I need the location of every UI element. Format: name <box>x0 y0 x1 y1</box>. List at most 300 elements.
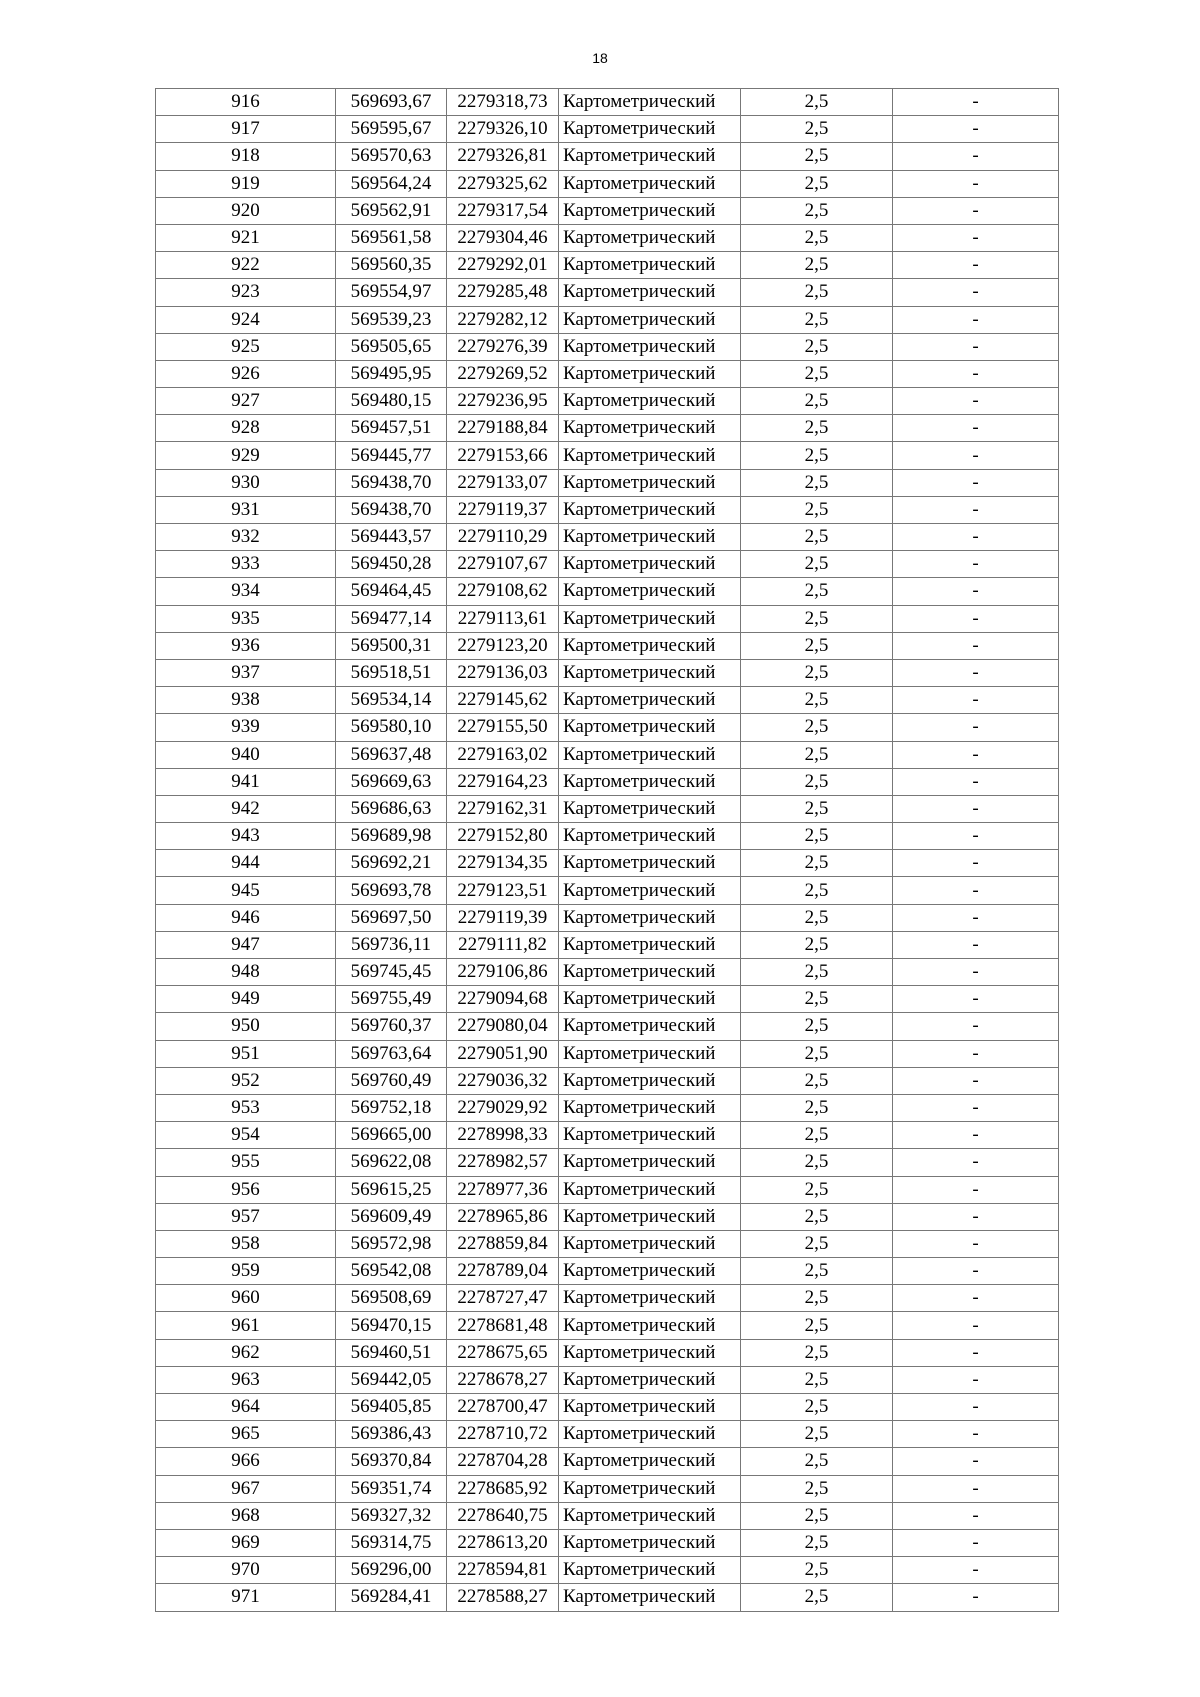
method-cell: Картометрический <box>559 1448 741 1475</box>
table-row <box>156 1285 1059 1312</box>
precision-cell: 2,5 <box>741 904 893 931</box>
method-cell: Картометрический <box>559 524 741 551</box>
precision-cell: 2,5 <box>741 1149 893 1176</box>
point-number-cell: 923 <box>156 279 336 306</box>
method-cell: Картометрический <box>559 714 741 741</box>
method-cell: Картометрический <box>559 333 741 360</box>
table-row <box>156 1312 1059 1339</box>
description-cell: - <box>893 224 1059 251</box>
precision-cell: 2,5 <box>741 1258 893 1285</box>
y-coordinate-cell: 2278700,47 <box>447 1394 559 1421</box>
method-cell: Картометрический <box>559 496 741 523</box>
method-cell: Картометрический <box>559 306 741 333</box>
method-cell: Картометрический <box>559 1584 741 1611</box>
page-number: 18 <box>592 50 608 66</box>
precision-cell: 2,5 <box>741 1421 893 1448</box>
description-cell: - <box>893 768 1059 795</box>
method-cell: Картометрический <box>559 1176 741 1203</box>
description-cell: - <box>893 1013 1059 1040</box>
x-coordinate-cell: 569450,28 <box>336 551 447 578</box>
x-coordinate-cell: 569755,49 <box>336 986 447 1013</box>
method-cell: Картометрический <box>559 170 741 197</box>
table-row <box>156 496 1059 523</box>
precision-cell: 2,5 <box>741 877 893 904</box>
precision-cell: 2,5 <box>741 768 893 795</box>
method-cell: Картометрический <box>559 1339 741 1366</box>
precision-cell: 2,5 <box>741 959 893 986</box>
point-number-cell: 951 <box>156 1040 336 1067</box>
x-coordinate-cell: 569564,24 <box>336 170 447 197</box>
method-cell: Картометрический <box>559 904 741 931</box>
point-number-cell: 960 <box>156 1285 336 1312</box>
table-row <box>156 469 1059 496</box>
y-coordinate-cell: 2279269,52 <box>447 360 559 387</box>
description-cell: - <box>893 360 1059 387</box>
precision-cell: 2,5 <box>741 632 893 659</box>
x-coordinate-cell: 569637,48 <box>336 741 447 768</box>
precision-cell: 2,5 <box>741 1040 893 1067</box>
y-coordinate-cell: 2278588,27 <box>447 1584 559 1611</box>
description-cell: - <box>893 89 1059 116</box>
precision-cell: 2,5 <box>741 306 893 333</box>
table-row <box>156 170 1059 197</box>
method-cell: Картометрический <box>559 442 741 469</box>
precision-cell: 2,5 <box>741 496 893 523</box>
description-cell: - <box>893 605 1059 632</box>
description-cell: - <box>893 469 1059 496</box>
point-number-cell: 926 <box>156 360 336 387</box>
table-row <box>156 333 1059 360</box>
y-coordinate-cell: 2279318,73 <box>447 89 559 116</box>
method-cell: Картометрический <box>559 768 741 795</box>
description-cell: - <box>893 496 1059 523</box>
coordinates-table <box>155 88 1059 1612</box>
point-number-cell: 956 <box>156 1176 336 1203</box>
y-coordinate-cell: 2278998,33 <box>447 1122 559 1149</box>
y-coordinate-cell: 2278977,36 <box>447 1176 559 1203</box>
precision-cell: 2,5 <box>741 170 893 197</box>
x-coordinate-cell: 569580,10 <box>336 714 447 741</box>
method-cell: Картометрический <box>559 1285 741 1312</box>
x-coordinate-cell: 569686,63 <box>336 795 447 822</box>
x-coordinate-cell: 569609,49 <box>336 1203 447 1230</box>
table-row <box>156 89 1059 116</box>
description-cell: - <box>893 306 1059 333</box>
x-coordinate-cell: 569480,15 <box>336 388 447 415</box>
point-number-cell: 955 <box>156 1149 336 1176</box>
point-number-cell: 966 <box>156 1448 336 1475</box>
description-cell: - <box>893 904 1059 931</box>
y-coordinate-cell: 2279133,07 <box>447 469 559 496</box>
precision-cell: 2,5 <box>741 986 893 1013</box>
description-cell: - <box>893 1176 1059 1203</box>
precision-cell: 2,5 <box>741 850 893 877</box>
y-coordinate-cell: 2279145,62 <box>447 687 559 714</box>
x-coordinate-cell: 569760,37 <box>336 1013 447 1040</box>
y-coordinate-cell: 2279136,03 <box>447 659 559 686</box>
point-number-cell: 971 <box>156 1584 336 1611</box>
point-number-cell: 959 <box>156 1258 336 1285</box>
point-number-cell: 929 <box>156 442 336 469</box>
table-row <box>156 1067 1059 1094</box>
table-row <box>156 1122 1059 1149</box>
point-number-cell: 943 <box>156 823 336 850</box>
x-coordinate-cell: 569745,45 <box>336 959 447 986</box>
precision-cell: 2,5 <box>741 333 893 360</box>
x-coordinate-cell: 569438,70 <box>336 469 447 496</box>
x-coordinate-cell: 569534,14 <box>336 687 447 714</box>
method-cell: Картометрический <box>559 1394 741 1421</box>
x-coordinate-cell: 569351,74 <box>336 1475 447 1502</box>
method-cell: Картометрический <box>559 1230 741 1257</box>
point-number-cell: 924 <box>156 306 336 333</box>
description-cell: - <box>893 1230 1059 1257</box>
y-coordinate-cell: 2279282,12 <box>447 306 559 333</box>
description-cell: - <box>893 1203 1059 1230</box>
precision-cell: 2,5 <box>741 1285 893 1312</box>
table-row <box>156 1040 1059 1067</box>
method-cell: Картометрический <box>559 986 741 1013</box>
description-cell: - <box>893 170 1059 197</box>
table-row <box>156 632 1059 659</box>
point-number-cell: 952 <box>156 1067 336 1094</box>
description-cell: - <box>893 1557 1059 1584</box>
point-number-cell: 962 <box>156 1339 336 1366</box>
precision-cell: 2,5 <box>741 524 893 551</box>
x-coordinate-cell: 569470,15 <box>336 1312 447 1339</box>
y-coordinate-cell: 2278678,27 <box>447 1366 559 1393</box>
method-cell: Картометрический <box>559 1094 741 1121</box>
x-coordinate-cell: 569445,77 <box>336 442 447 469</box>
point-number-cell: 934 <box>156 578 336 605</box>
y-coordinate-cell: 2279080,04 <box>447 1013 559 1040</box>
description-cell: - <box>893 116 1059 143</box>
table-row <box>156 116 1059 143</box>
description-cell: - <box>893 1285 1059 1312</box>
y-coordinate-cell: 2279325,62 <box>447 170 559 197</box>
description-cell: - <box>893 1122 1059 1149</box>
description-cell: - <box>893 143 1059 170</box>
precision-cell: 2,5 <box>741 1094 893 1121</box>
description-cell: - <box>893 578 1059 605</box>
method-cell: Картометрический <box>559 469 741 496</box>
point-number-cell: 940 <box>156 741 336 768</box>
method-cell: Картометрический <box>559 1203 741 1230</box>
method-cell: Картометрический <box>559 252 741 279</box>
point-number-cell: 922 <box>156 252 336 279</box>
table-row <box>156 442 1059 469</box>
table-row <box>156 850 1059 877</box>
description-cell: - <box>893 524 1059 551</box>
y-coordinate-cell: 2279304,46 <box>447 224 559 251</box>
table-row <box>156 306 1059 333</box>
table-row <box>156 1502 1059 1529</box>
point-number-cell: 944 <box>156 850 336 877</box>
description-cell: - <box>893 986 1059 1013</box>
x-coordinate-cell: 569477,14 <box>336 605 447 632</box>
description-cell: - <box>893 1394 1059 1421</box>
x-coordinate-cell: 569693,67 <box>336 89 447 116</box>
y-coordinate-cell: 2279119,37 <box>447 496 559 523</box>
method-cell: Картометрический <box>559 1529 741 1556</box>
method-cell: Картометрический <box>559 795 741 822</box>
method-cell: Картометрический <box>559 659 741 686</box>
method-cell: Картометрический <box>559 959 741 986</box>
point-number-cell: 939 <box>156 714 336 741</box>
table-row <box>156 659 1059 686</box>
point-number-cell: 950 <box>156 1013 336 1040</box>
x-coordinate-cell: 569508,69 <box>336 1285 447 1312</box>
y-coordinate-cell: 2279153,66 <box>447 442 559 469</box>
method-cell: Картометрический <box>559 197 741 224</box>
table-row <box>156 1013 1059 1040</box>
x-coordinate-cell: 569284,41 <box>336 1584 447 1611</box>
y-coordinate-cell: 2279317,54 <box>447 197 559 224</box>
method-cell: Картометрический <box>559 850 741 877</box>
method-cell: Картометрический <box>559 1312 741 1339</box>
y-coordinate-cell: 2279111,82 <box>447 931 559 958</box>
x-coordinate-cell: 569457,51 <box>336 415 447 442</box>
point-number-cell: 965 <box>156 1421 336 1448</box>
precision-cell: 2,5 <box>741 1502 893 1529</box>
description-cell: - <box>893 1339 1059 1366</box>
description-cell: - <box>893 1529 1059 1556</box>
y-coordinate-cell: 2279285,48 <box>447 279 559 306</box>
x-coordinate-cell: 569669,63 <box>336 768 447 795</box>
precision-cell: 2,5 <box>741 578 893 605</box>
method-cell: Картометрический <box>559 1502 741 1529</box>
description-cell: - <box>893 1149 1059 1176</box>
x-coordinate-cell: 569542,08 <box>336 1258 447 1285</box>
description-cell: - <box>893 931 1059 958</box>
table-row <box>156 823 1059 850</box>
point-number-cell: 958 <box>156 1230 336 1257</box>
y-coordinate-cell: 2279123,20 <box>447 632 559 659</box>
y-coordinate-cell: 2279036,32 <box>447 1067 559 1094</box>
description-cell: - <box>893 741 1059 768</box>
point-number-cell: 927 <box>156 388 336 415</box>
precision-cell: 2,5 <box>741 1394 893 1421</box>
x-coordinate-cell: 569327,32 <box>336 1502 447 1529</box>
x-coordinate-cell: 569561,58 <box>336 224 447 251</box>
point-number-cell: 969 <box>156 1529 336 1556</box>
x-coordinate-cell: 569539,23 <box>336 306 447 333</box>
x-coordinate-cell: 569752,18 <box>336 1094 447 1121</box>
description-cell: - <box>893 1448 1059 1475</box>
table-row <box>156 551 1059 578</box>
table-row <box>156 197 1059 224</box>
method-cell: Картометрический <box>559 360 741 387</box>
precision-cell: 2,5 <box>741 1448 893 1475</box>
y-coordinate-cell: 2278982,57 <box>447 1149 559 1176</box>
y-coordinate-cell: 2278681,48 <box>447 1312 559 1339</box>
precision-cell: 2,5 <box>741 823 893 850</box>
x-coordinate-cell: 569296,00 <box>336 1557 447 1584</box>
method-cell: Картометрический <box>559 1475 741 1502</box>
method-cell: Картометрический <box>559 279 741 306</box>
x-coordinate-cell: 569560,35 <box>336 252 447 279</box>
precision-cell: 2,5 <box>741 279 893 306</box>
y-coordinate-cell: 2279110,29 <box>447 524 559 551</box>
precision-cell: 2,5 <box>741 1203 893 1230</box>
y-coordinate-cell: 2279292,01 <box>447 252 559 279</box>
x-coordinate-cell: 569615,25 <box>336 1176 447 1203</box>
y-coordinate-cell: 2279119,39 <box>447 904 559 931</box>
table-row <box>156 1230 1059 1257</box>
table-row <box>156 605 1059 632</box>
x-coordinate-cell: 569763,64 <box>336 1040 447 1067</box>
y-coordinate-cell: 2279108,62 <box>447 578 559 605</box>
description-cell: - <box>893 850 1059 877</box>
table-row <box>156 1557 1059 1584</box>
method-cell: Картометрический <box>559 877 741 904</box>
precision-cell: 2,5 <box>741 605 893 632</box>
method-cell: Картометрический <box>559 143 741 170</box>
y-coordinate-cell: 2279134,35 <box>447 850 559 877</box>
method-cell: Картометрический <box>559 388 741 415</box>
point-number-cell: 964 <box>156 1394 336 1421</box>
y-coordinate-cell: 2279276,39 <box>447 333 559 360</box>
table-row <box>156 795 1059 822</box>
method-cell: Картометрический <box>559 1421 741 1448</box>
y-coordinate-cell: 2279326,10 <box>447 116 559 143</box>
point-number-cell: 918 <box>156 143 336 170</box>
precision-cell: 2,5 <box>741 252 893 279</box>
precision-cell: 2,5 <box>741 1557 893 1584</box>
x-coordinate-cell: 569622,08 <box>336 1149 447 1176</box>
y-coordinate-cell: 2279094,68 <box>447 986 559 1013</box>
method-cell: Картометрический <box>559 415 741 442</box>
y-coordinate-cell: 2278727,47 <box>447 1285 559 1312</box>
description-cell: - <box>893 551 1059 578</box>
coordinates-table-body <box>156 89 1059 1612</box>
precision-cell: 2,5 <box>741 1529 893 1556</box>
table-row <box>156 687 1059 714</box>
y-coordinate-cell: 2279107,67 <box>447 551 559 578</box>
method-cell: Картометрический <box>559 1013 741 1040</box>
point-number-cell: 945 <box>156 877 336 904</box>
x-coordinate-cell: 569438,70 <box>336 496 447 523</box>
y-coordinate-cell: 2279051,90 <box>447 1040 559 1067</box>
description-cell: - <box>893 1040 1059 1067</box>
x-coordinate-cell: 569692,21 <box>336 850 447 877</box>
y-coordinate-cell: 2279163,02 <box>447 741 559 768</box>
y-coordinate-cell: 2278685,92 <box>447 1475 559 1502</box>
y-coordinate-cell: 2279106,86 <box>447 959 559 986</box>
point-number-cell: 949 <box>156 986 336 1013</box>
table-row <box>156 252 1059 279</box>
x-coordinate-cell: 569405,85 <box>336 1394 447 1421</box>
x-coordinate-cell: 569386,43 <box>336 1421 447 1448</box>
x-coordinate-cell: 569314,75 <box>336 1529 447 1556</box>
description-cell: - <box>893 1502 1059 1529</box>
point-number-cell: 967 <box>156 1475 336 1502</box>
precision-cell: 2,5 <box>741 469 893 496</box>
table-row <box>156 1421 1059 1448</box>
point-number-cell: 968 <box>156 1502 336 1529</box>
method-cell: Картометрический <box>559 1122 741 1149</box>
x-coordinate-cell: 569518,51 <box>336 659 447 686</box>
table-row <box>156 1203 1059 1230</box>
y-coordinate-cell: 2279113,61 <box>447 605 559 632</box>
y-coordinate-cell: 2279164,23 <box>447 768 559 795</box>
x-coordinate-cell: 569572,98 <box>336 1230 447 1257</box>
y-coordinate-cell: 2279152,80 <box>447 823 559 850</box>
description-cell: - <box>893 1312 1059 1339</box>
point-number-cell: 935 <box>156 605 336 632</box>
table-row <box>156 1339 1059 1366</box>
method-cell: Картометрический <box>559 1366 741 1393</box>
point-number-cell: 970 <box>156 1557 336 1584</box>
table-row <box>156 415 1059 442</box>
method-cell: Картометрический <box>559 224 741 251</box>
method-cell: Картометрический <box>559 1067 741 1094</box>
method-cell: Картометрический <box>559 89 741 116</box>
table-row <box>156 768 1059 795</box>
y-coordinate-cell: 2279029,92 <box>447 1094 559 1121</box>
description-cell: - <box>893 1475 1059 1502</box>
description-cell: - <box>893 197 1059 224</box>
point-number-cell: 942 <box>156 795 336 822</box>
table-row <box>156 1149 1059 1176</box>
precision-cell: 2,5 <box>741 1013 893 1040</box>
table-row <box>156 1475 1059 1502</box>
method-cell: Картометрический <box>559 823 741 850</box>
table-row <box>156 1176 1059 1203</box>
precision-cell: 2,5 <box>741 1366 893 1393</box>
description-cell: - <box>893 1584 1059 1611</box>
y-coordinate-cell: 2278675,65 <box>447 1339 559 1366</box>
precision-cell: 2,5 <box>741 197 893 224</box>
point-number-cell: 930 <box>156 469 336 496</box>
x-coordinate-cell: 569562,91 <box>336 197 447 224</box>
x-coordinate-cell: 569697,50 <box>336 904 447 931</box>
x-coordinate-cell: 569570,63 <box>336 143 447 170</box>
description-cell: - <box>893 714 1059 741</box>
precision-cell: 2,5 <box>741 1122 893 1149</box>
x-coordinate-cell: 569442,05 <box>336 1366 447 1393</box>
point-number-cell: 921 <box>156 224 336 251</box>
description-cell: - <box>893 252 1059 279</box>
method-cell: Картометрический <box>559 632 741 659</box>
x-coordinate-cell: 569460,51 <box>336 1339 447 1366</box>
description-cell: - <box>893 1421 1059 1448</box>
method-cell: Картометрический <box>559 1149 741 1176</box>
method-cell: Картометрический <box>559 741 741 768</box>
description-cell: - <box>893 333 1059 360</box>
precision-cell: 2,5 <box>741 224 893 251</box>
method-cell: Картометрический <box>559 116 741 143</box>
point-number-cell: 953 <box>156 1094 336 1121</box>
y-coordinate-cell: 2278613,20 <box>447 1529 559 1556</box>
table-row <box>156 1094 1059 1121</box>
description-cell: - <box>893 659 1059 686</box>
point-number-cell: 928 <box>156 415 336 442</box>
point-number-cell: 932 <box>156 524 336 551</box>
point-number-cell: 936 <box>156 632 336 659</box>
table-row <box>156 143 1059 170</box>
description-cell: - <box>893 388 1059 415</box>
x-coordinate-cell: 569370,84 <box>336 1448 447 1475</box>
x-coordinate-cell: 569443,57 <box>336 524 447 551</box>
point-number-cell: 933 <box>156 551 336 578</box>
precision-cell: 2,5 <box>741 741 893 768</box>
precision-cell: 2,5 <box>741 116 893 143</box>
x-coordinate-cell: 569693,78 <box>336 877 447 904</box>
description-cell: - <box>893 823 1059 850</box>
description-cell: - <box>893 415 1059 442</box>
point-number-cell: 919 <box>156 170 336 197</box>
